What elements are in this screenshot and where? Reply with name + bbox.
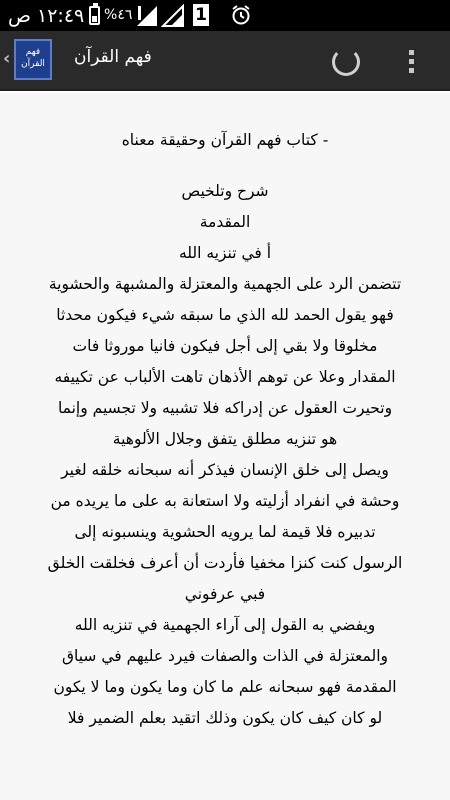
clock-time: ١٢:٤٩ ص	[8, 5, 85, 27]
battery-icon	[89, 6, 100, 25]
article-line: وحشة في انفراد أزليته ولا استعانة به على ما يريده من	[50, 492, 400, 510]
article-line: وتحيرت العقول عن إدراكه فلا تشبيه ولا تجسيم وإنما	[57, 399, 393, 417]
app-title: فهم القرآن	[74, 47, 152, 67]
back-chevron-icon[interactable]: ‹	[3, 48, 11, 69]
article-text	[0, 125, 450, 734]
article-line: الرسول كنت كنزا مخفيا فأردت أن أعرف فخلقت الخلق	[47, 554, 403, 572]
article-scroll-area[interactable]	[0, 93, 450, 800]
article-spacer	[0, 156, 450, 176]
overflow-menu-icon[interactable]	[401, 47, 421, 77]
status-bar	[0, 0, 450, 31]
signal-icon	[161, 4, 187, 28]
battery-percent: %٤٦	[104, 7, 133, 23]
sim-icon: 1	[193, 4, 209, 26]
article-line: ويفضي به القول إلى آراء الجهمية في تنزيه الله	[74, 616, 376, 634]
signal-icon	[135, 4, 161, 28]
action-bar	[0, 31, 450, 91]
article-line: تدبيره فلا قيمة لما يرويه الحشوية وينسبونه إلى	[74, 523, 376, 541]
article-line: والمعتزلة في الذات والصفات فيرد عليهم في سياق	[61, 647, 388, 665]
article-line: ويصل إلى خلق الإنسان فيذكر أنه سبحانه خلقه لغير	[61, 461, 389, 479]
article-line: تتضمن الرد على الجهمية والمعتزلة والمشبهة والحشوية	[48, 275, 402, 293]
article-line: مخلوقا ولا بقي إلى أجل فيكون فانيا موروثا فات	[72, 337, 378, 355]
article-line: المقدمة فهو سبحانه علم ما كان وما يكون وما لا يكون	[53, 678, 397, 696]
article-line: لو كان كيف كان يكون وذلك اتقيد بعلم الضمير فلا	[67, 709, 383, 727]
article-line: أ في تنزيه الله	[178, 244, 272, 262]
article-line: المقدمة	[199, 213, 251, 231]
article-line: فهو يقول الحمد لله الذي ما سبقه شيء فيكون محدثا	[56, 306, 394, 324]
alarm-icon	[230, 4, 252, 26]
article-line: فبي عرفوني	[184, 585, 266, 603]
app-logo-icon[interactable]: فهم القرآن	[14, 39, 52, 80]
article-line: المقدار وعلا عن توهم الأذهان تاهت الألباب عن تكييفه	[54, 368, 396, 386]
article-line: شرح وتلخيص	[181, 182, 269, 200]
article-line: - كتاب فهم القرآن وحقيقة معناه	[121, 131, 329, 149]
article-line: هو تنزيه مطلق يتفق وجلال الألوهية	[112, 430, 338, 448]
loading-spinner-icon	[332, 48, 360, 76]
